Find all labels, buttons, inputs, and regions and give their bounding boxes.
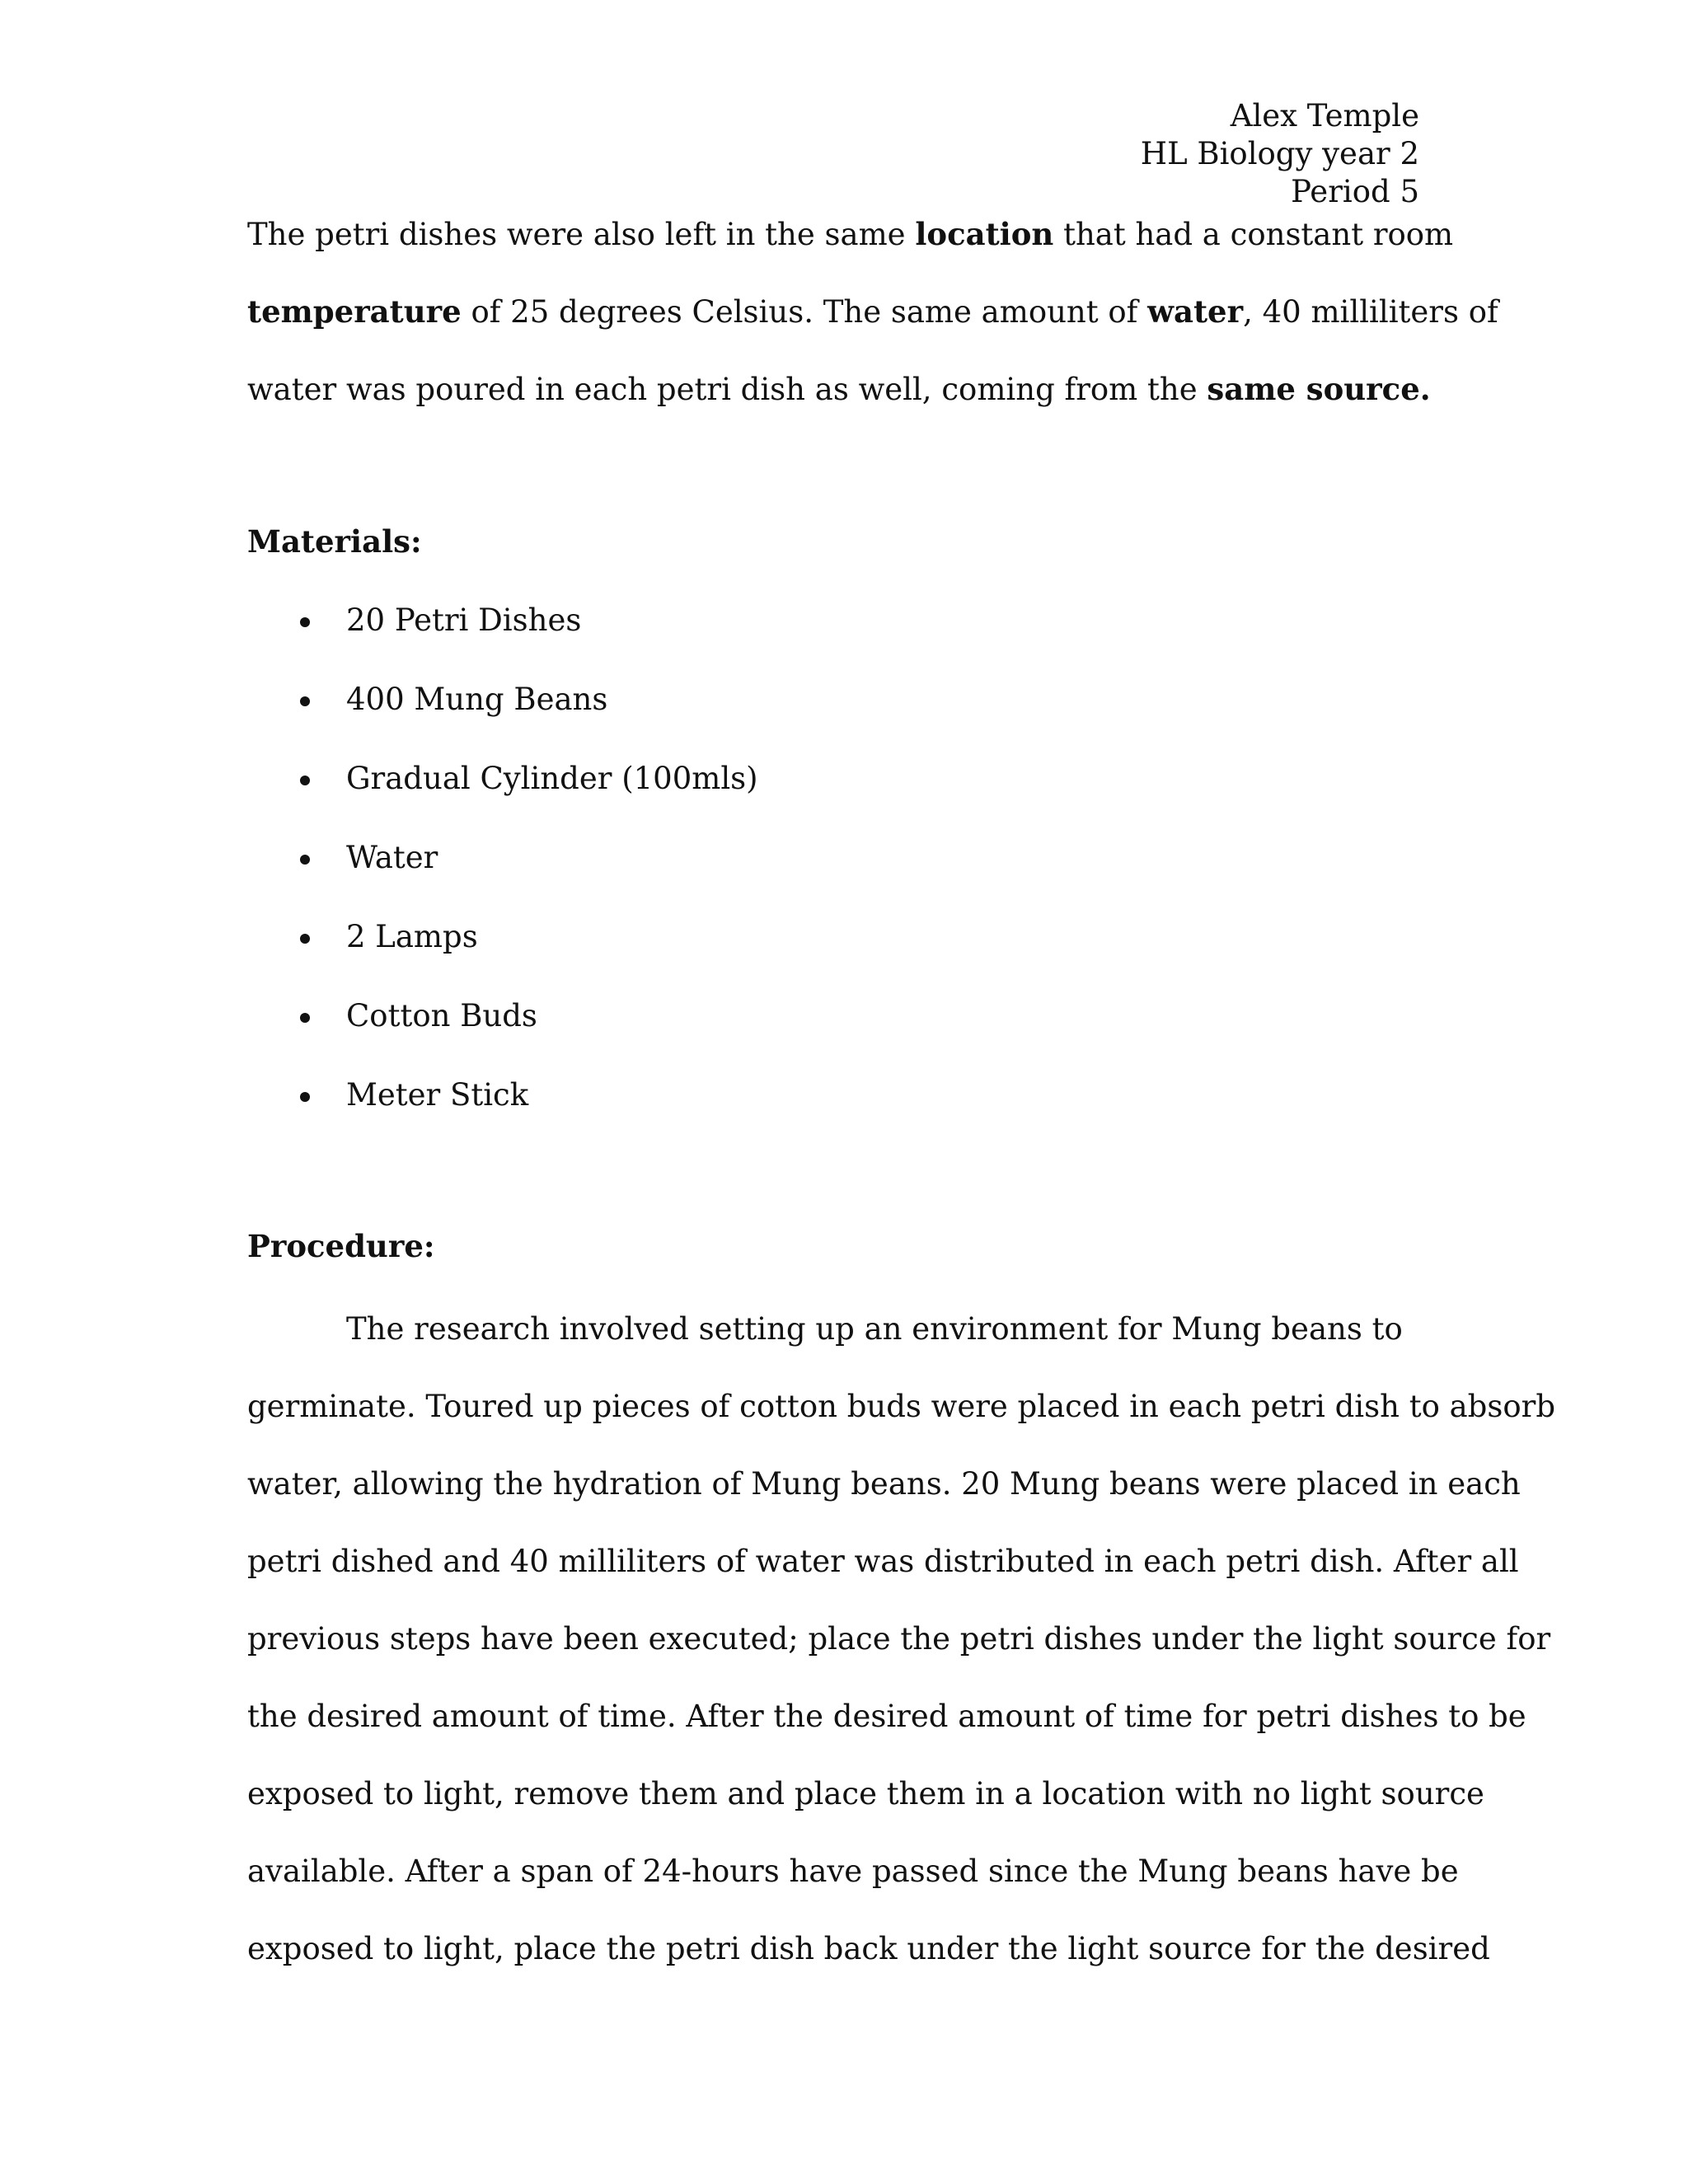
list-item-label: 2 Lamps: [346, 919, 478, 954]
intro-text: The petri dishes were also left in the same: [247, 217, 916, 252]
procedure-line-1: [247, 1291, 1442, 1368]
author-name: Alex Temple: [1230, 98, 1419, 134]
procedure-line-4: petri dished and 40 milliliters of water was distributed in each petri dish. After all: [247, 1544, 1519, 1579]
intro-bold-location: location: [915, 216, 1054, 252]
list-item: [247, 681, 758, 760]
bullet-icon: [300, 776, 310, 785]
list-item-label: Meter Stick: [346, 1077, 529, 1113]
procedure-heading: Procedure:: [247, 1228, 435, 1264]
procedure-line-5: previous steps have been executed; place the petri dishes under the light source for: [247, 1621, 1551, 1657]
procedure-line-6: the desired amount of time. After the desired amount of time for petri dishes to be: [247, 1699, 1526, 1734]
materials-heading: Materials:: [247, 523, 422, 560]
bullet-icon: [300, 617, 310, 627]
author-header: [1141, 97, 1419, 211]
intro-text: of 25 degrees Celsius. The same amount of: [461, 294, 1148, 330]
procedure-line-8: available. After a span of 24-hours have passed since the Mung beans have be: [247, 1854, 1459, 1889]
intro-line-1: [247, 195, 1454, 273]
intro-paragraph: [247, 195, 1498, 428]
list-item-label: 400 Mung Beans: [346, 682, 608, 717]
procedure-text: The research involved setting up an environment for Mung beans to: [346, 1311, 1403, 1347]
procedure-line-2: germinate. Toured up pieces of cotton buds were placed in each petri dish to absorb: [247, 1389, 1556, 1424]
intro-line-3: [247, 350, 1442, 428]
bullet-icon: [300, 696, 310, 706]
list-item-label: 20 Petri Dishes: [346, 602, 582, 638]
list-item: [247, 760, 758, 839]
intro-text: water was poured in each petri dish as well, coming from the: [247, 372, 1207, 407]
bullet-icon: [300, 934, 310, 944]
procedure-paragraph: [247, 1291, 1556, 1988]
intro-bold-water: water: [1147, 293, 1244, 330]
materials-list: [247, 602, 758, 1155]
intro-line-2: [247, 273, 1498, 350]
procedure-line-7: exposed to light, remove them and place them in a location with no light source: [247, 1776, 1484, 1811]
list-item-label: Cotton Buds: [346, 998, 537, 1033]
list-item: [247, 1076, 758, 1155]
class-period: Period 5: [1291, 174, 1419, 209]
bullet-icon: [300, 1013, 310, 1023]
bullet-icon: [300, 855, 310, 865]
list-item: [247, 997, 758, 1076]
intro-bold-temperature: temperature: [247, 293, 462, 330]
list-item-label: Water: [346, 840, 438, 875]
list-item: [247, 918, 758, 997]
list-item: [247, 602, 758, 681]
list-item: [247, 839, 758, 918]
intro-text: , 40 milliliters of: [1243, 294, 1498, 330]
list-item-label: Gradual Cylinder (100mls): [346, 761, 758, 796]
procedure-line-9: exposed to light, place the petri dish back under the light source for the desired: [247, 1931, 1490, 1966]
intro-text: that had a constant room: [1053, 217, 1454, 252]
procedure-line-3: water, allowing the hydration of Mung beans. 20 Mung beans were placed in each: [247, 1466, 1521, 1502]
intro-bold-same-source: same source.: [1207, 371, 1431, 407]
course-name: HL Biology year 2: [1140, 136, 1419, 171]
bullet-icon: [300, 1092, 310, 1102]
